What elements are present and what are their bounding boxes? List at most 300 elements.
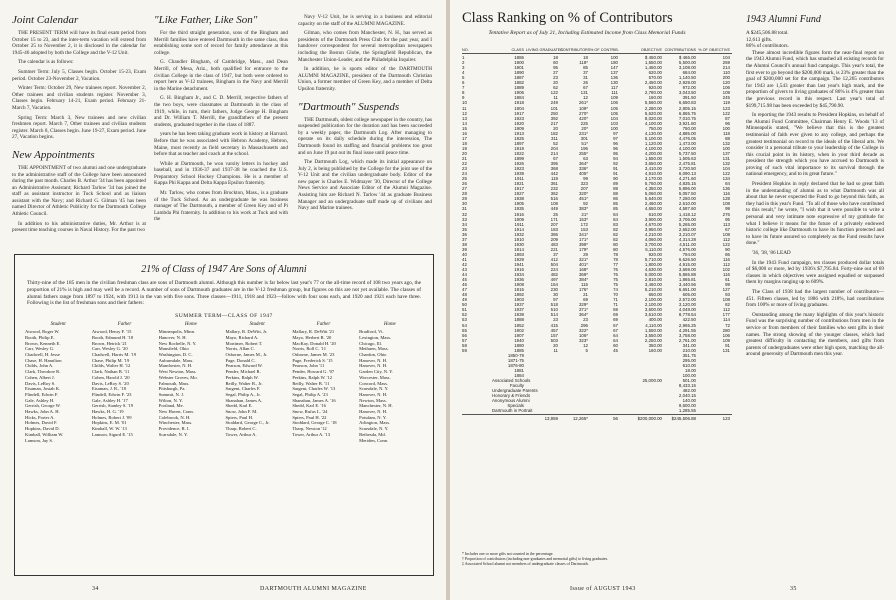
table-cell: 74 xyxy=(613,287,618,293)
table-cell: 128 xyxy=(722,196,730,202)
table-cell: 2,450.00 xyxy=(644,80,662,86)
table-cell: 620.00 xyxy=(648,70,662,76)
table-cell: 1903 xyxy=(514,297,524,303)
paragraph: The Dartmouth Log, which made its initial appearance on July 2, is being published by the College for the joint use of the V-12 Unit and the civilian undergraduate body. Editor of the new paper is Charles E. Widmayer '30, Director of the College News Service and Associate Editor of the Alumni Magazine. Assisting him are Richard N. Tarlow '44 as graduate Business Manager and an undergraduate staff made up of civilians and Navy and Marine trainees. xyxy=(298,159,432,212)
table-cell: 13 xyxy=(462,115,467,121)
list-item: New Rochelle, N. Y. xyxy=(158,340,197,346)
table-body xyxy=(462,55,732,413)
table-cell: 1929 xyxy=(514,256,524,262)
table-cell: 214 xyxy=(722,65,730,71)
list-item: Arlington, Mass. xyxy=(359,420,391,426)
table-cell: 361 xyxy=(550,181,558,187)
table-cell: 200 xyxy=(722,75,730,81)
table-cell: 1,473.00 xyxy=(678,140,696,146)
list-item: Atwood, Henry F. '15 xyxy=(91,329,132,335)
table-cell: 4,630.00 xyxy=(644,267,662,273)
paragraph: Gilman, who comes from Manchester, N. H., has served as presidents of the Dartmouth Press Club for the past year, and I handover correspondent for several metropolitan newspapers including the Boston Globe, the Springfield Republican, the Manchester Union-Leader, and the Philadelphia Inquirer. xyxy=(298,30,432,63)
table-cell: 7,250.00 xyxy=(678,196,696,202)
table-cell: 87 xyxy=(725,115,730,121)
table-cell xyxy=(560,408,590,413)
footnote: * Includes one or more gifts not counted in the percentage. xyxy=(462,552,554,556)
table-cell: 39 xyxy=(462,246,467,252)
table-cell: 2,810.00 xyxy=(644,277,662,283)
table-cell: 82 xyxy=(725,302,730,308)
sons-column xyxy=(25,329,89,443)
table-cell: 295.00 xyxy=(682,357,696,363)
table-cell: 99 xyxy=(725,282,730,288)
table-cell: 210.00 xyxy=(682,347,696,353)
table-cell: 5,896.00 xyxy=(678,186,696,192)
table-cell: 62 xyxy=(553,85,558,91)
table-cell: 84 xyxy=(725,181,730,187)
table-cell: 31 xyxy=(462,206,467,212)
list-item: Cohen, Harold J. '20 xyxy=(91,374,130,380)
table-cell: 1908 xyxy=(514,282,524,288)
table-cell: 86 xyxy=(613,196,618,202)
table-cell: 109 xyxy=(610,95,618,101)
table-cell: 4,915.00 xyxy=(678,261,696,267)
table-cell: 22 xyxy=(462,161,467,167)
table-cell: 160.00 xyxy=(648,347,662,353)
table-cell: 1,285.55 xyxy=(678,408,696,414)
table-cell: 76 xyxy=(613,267,618,273)
table-cell: 2 xyxy=(462,60,465,66)
table-cell: 25 xyxy=(553,211,558,217)
table-cell: 32 xyxy=(462,211,467,217)
table-cell: $ 450.00 xyxy=(644,55,662,61)
table-cell: 171 xyxy=(550,216,558,222)
alumni-fund-body xyxy=(746,50,884,358)
table-cell: 230 xyxy=(550,287,558,293)
table-cell: 384* xyxy=(578,277,588,283)
table-cell: 276 xyxy=(722,211,730,217)
table-cell: 9 xyxy=(462,95,465,101)
table-cell: 131 xyxy=(722,155,730,161)
new-appointments-body xyxy=(12,165,146,234)
table-cell: 1939 xyxy=(514,312,524,318)
table-cell: 113 xyxy=(723,221,730,227)
table-cell: 250 xyxy=(550,110,558,116)
list-item: Clark, Theodore R. xyxy=(25,369,61,375)
table-cell: 231* xyxy=(578,130,588,136)
table-cell: 6,626.50 xyxy=(678,256,696,262)
table-cell: 516 xyxy=(550,196,558,202)
table-cell: 1937 xyxy=(514,302,524,308)
table-cell: 57 xyxy=(462,337,467,343)
table-cell: 106 xyxy=(610,100,618,106)
table-cell: 20 xyxy=(553,342,558,348)
table-cell: 794.00 xyxy=(682,251,696,257)
header-father: Father xyxy=(117,322,132,328)
header-home: Home xyxy=(184,322,197,328)
table-cell: 108 xyxy=(550,201,558,207)
table-cell: 96 xyxy=(613,145,618,151)
table-cell: 50 xyxy=(462,302,467,308)
table-cell: 368 xyxy=(550,166,558,172)
table-cell: 504 xyxy=(550,261,558,267)
table-cell: 1917 xyxy=(514,186,524,192)
list-item: Gerrish, George W. xyxy=(25,403,61,409)
table-cell: 1913 xyxy=(514,130,524,136)
table-cell: 1881 xyxy=(514,367,524,373)
table-cell: 89 xyxy=(613,181,618,187)
table-cell: 180 xyxy=(610,60,618,66)
table-cell: 80 xyxy=(613,246,618,252)
table-cell: 53 xyxy=(462,317,467,323)
paragraph: While at Dartmouth, he won varsity letters in hockey and baseball, and in 1936-37 and 1937-38 he coached the U.S. Preparatory School Hockey Champions. He is a member of Kappa Phi Kappa and Delta Kappa Epsilon fraternity. xyxy=(154,160,288,187)
table-cell: 72 xyxy=(725,322,730,328)
issue-footer: Issue of AUGUST 1943 xyxy=(570,586,636,592)
page-number-left: 34 xyxy=(92,586,99,592)
list-item: Potsdam, N. Y. xyxy=(359,414,387,420)
list-item: Kimball, W. W. '13 xyxy=(91,426,127,432)
list-item: Newton, Mass. xyxy=(359,397,387,403)
list-item: Holmes, Robert J. '09 xyxy=(91,414,132,420)
list-item: Segal, Philip A., Jr. xyxy=(225,391,261,397)
table-cell: 1882 xyxy=(514,80,524,86)
table-cell: 392 xyxy=(550,115,558,121)
table-cell: 147 xyxy=(610,65,618,71)
list-item: New Haven, Conn. xyxy=(158,409,194,415)
table-row xyxy=(462,408,732,413)
sons-column xyxy=(225,329,289,443)
table-cell: 605.00 xyxy=(682,292,696,298)
paragraph: In addition, he is sports editor of the DARTMOUTH ALUMNI MAGAZINE, president of the Dartmouth Christian Union, a former member of Green Key, and a member of Delta Upsilon fraternity. xyxy=(298,66,432,92)
table-cell: 130 xyxy=(610,80,618,86)
table-cell: 4,885.00 xyxy=(678,130,696,136)
table-cell: 153 xyxy=(580,226,588,232)
list-item: Tower, Arthur A. xyxy=(225,431,257,437)
list-item: Pearson, Edward W. xyxy=(225,363,263,369)
table-cell: 23 xyxy=(462,166,467,172)
table-cell: 132 xyxy=(722,161,730,167)
list-item: Mansfield, Ohio xyxy=(158,346,189,352)
table-cell: 18 xyxy=(583,55,588,61)
table-cell: 3,720.50 xyxy=(678,166,696,172)
table-cell: 83 xyxy=(613,221,618,227)
table-cell xyxy=(698,408,732,413)
table-cell: 171* xyxy=(578,236,588,242)
like-father-continued xyxy=(154,131,288,223)
table-cell: 323 xyxy=(580,181,588,187)
table-cell: 482.00 xyxy=(682,388,696,394)
table-cell: 91 xyxy=(725,342,730,348)
list-item: Reilly, Walter B. '11 xyxy=(292,380,330,386)
total-cell: 12,265* xyxy=(572,416,588,422)
table-cell: 270* xyxy=(578,110,588,116)
table-cell: 15 xyxy=(462,125,467,131)
table-cell: 217 xyxy=(550,120,558,126)
list-item: Lamson, Sigurd E. '15 xyxy=(91,431,133,437)
table-cell: 401* xyxy=(578,261,588,267)
list-item: Brown, Kenneth E. xyxy=(25,340,61,346)
list-item: Mortimer, Robert T. xyxy=(225,340,263,346)
table-cell: 105 xyxy=(610,105,618,111)
table-cell: 136 xyxy=(610,75,618,81)
list-item: West Newton, Mass. xyxy=(158,369,197,375)
table-cell: 3 xyxy=(462,65,465,71)
list-item: Chadwell, H. Jesse xyxy=(25,352,60,357)
table-cell: 2,572.00 xyxy=(678,297,696,303)
table-cell: 168* xyxy=(578,267,588,273)
new-appointments-heading: New Appointments xyxy=(12,148,95,161)
table-cell: 69 xyxy=(613,317,618,323)
table-cell: 110 xyxy=(723,70,730,76)
list-item: Pearson, John '11 xyxy=(292,363,325,369)
table-cell: 122 xyxy=(722,241,730,247)
column-header: NO. xyxy=(462,48,469,52)
table-cell: 1 xyxy=(462,55,465,61)
table-cell: 104 xyxy=(610,115,618,121)
table-cell: 31 xyxy=(583,75,588,81)
table-cell: 89 xyxy=(613,186,618,192)
list-item: Spiers, Paul H. '22 xyxy=(292,414,327,420)
table-cell: 3,758.00 xyxy=(678,332,696,338)
paragraph: For the third straight generation, sons of the Bingham and Merrill families have entered Dartmouth in the same class, thus establishing some sort of record for family attendance at this college. xyxy=(154,30,288,56)
table-cell: 12 xyxy=(462,110,467,116)
table-cell: 96 xyxy=(725,120,730,126)
table-cell: 4,110.00 xyxy=(645,322,662,328)
list-item: Hanover, N. H. xyxy=(359,363,388,369)
table-cell: 5,060.00 xyxy=(644,191,662,197)
table-cell: 362 xyxy=(550,191,558,197)
table-cell: 2,929.00 xyxy=(678,80,696,86)
table-cell: 100 xyxy=(722,125,730,131)
list-item: MacKay, Donald H. '20 xyxy=(292,340,336,346)
table-cell: 1,800.00 xyxy=(644,261,662,267)
table-cell: 20 xyxy=(553,80,558,86)
sons-column xyxy=(159,329,223,443)
table-cell: 4,100.00 xyxy=(644,120,662,126)
table-cell: 5,737.50 xyxy=(678,150,696,156)
table-cell: 95 xyxy=(553,65,558,71)
table-cell: 336* xyxy=(578,166,588,172)
table-cell: 8,778.54 xyxy=(678,312,696,318)
list-item: Mayo, Richard A. xyxy=(225,334,259,340)
table-cell: 69 xyxy=(583,297,588,303)
table-footnotes xyxy=(462,552,732,566)
table-cell: 5,000.00 xyxy=(644,272,662,278)
table-cell: 25 xyxy=(462,176,467,182)
table-cell: 207 xyxy=(550,221,558,227)
table-cell: 1900 xyxy=(514,60,524,66)
column-header: LIVING GRADUATES xyxy=(526,48,563,52)
table-cell: 88 xyxy=(613,191,618,197)
table-cell: Honorary & Friends xyxy=(492,393,531,399)
paragraph: Outstanding among the many highlights of this year's historic Fund was the surprising number of contributions from men in the service or from members of their families who sent gifts in their names. The strong showing of the younger classes, which had greatest difficulty in contacting the members, and gifts from parents of undergraduates were other high spots, matching the all-around generosity of Dartmouth men this year. xyxy=(746,311,884,358)
table-cell: 97 xyxy=(613,130,618,136)
table-cell: 1919 xyxy=(514,145,524,151)
table-cell: 109* xyxy=(578,105,588,111)
paragraph: '36, '38, '86 LEAD xyxy=(752,250,791,256)
table-cell: 684.00 xyxy=(682,70,696,76)
paragraph: The calendar is as follows: xyxy=(18,59,74,66)
list-item: Hicks, Porter A. xyxy=(25,414,55,420)
table-cell: 118 xyxy=(723,130,730,136)
list-item: Mallary, R. DeWitt, Jr. xyxy=(225,329,268,335)
table-cell: 76 xyxy=(613,272,618,278)
sons-column xyxy=(292,329,356,443)
list-item: Davis, LeRoy S. '20 xyxy=(91,380,129,386)
table-cell: 483 xyxy=(550,241,558,247)
table-cell: 6,865.75 xyxy=(678,110,696,116)
table-cell: 77 xyxy=(613,261,618,267)
table-cell: 422.50 xyxy=(682,317,696,323)
joint-calendar-body xyxy=(12,30,146,141)
table-cell: 1892 xyxy=(514,292,524,298)
table-cell: 1850-79 xyxy=(507,352,524,358)
list-item: Pender, Howard G. '07 xyxy=(292,369,335,375)
table-cell: 5,265.00 xyxy=(678,221,696,227)
list-item: Manchester, N. H. xyxy=(359,403,393,409)
table-cell: 70 xyxy=(613,292,618,298)
paragraph: The Class of 1938 had the largest number of contributors—451. Fifteen classes, led by 1886 with 218%, had contributions from 100% or more of living graduates. xyxy=(746,288,884,309)
table-cell: 43 xyxy=(462,267,467,273)
list-item: Manchester, N. H. xyxy=(158,363,193,369)
list-item: Shedd, Karl E. '16 xyxy=(292,403,326,409)
table-cell: 11 xyxy=(553,95,558,101)
table-cell: 160.00 xyxy=(648,95,662,101)
table-cell xyxy=(620,408,664,413)
table-cell: 3,550.00 xyxy=(644,332,662,338)
paragraph: In addition to his administrative duties, Mr. Arthur is at present time teaching courses in Naval History. For the past two xyxy=(12,220,146,234)
table-cell: 1901 xyxy=(514,65,524,71)
like-father-heading: "Like Father, Like Son" xyxy=(154,14,258,26)
table-cell: 3,460.00 xyxy=(644,282,662,288)
table-cell: 42 xyxy=(462,261,467,267)
table-cell: 14 xyxy=(462,120,467,126)
sons-column xyxy=(92,329,156,443)
table-cell: 2,965.25 xyxy=(678,322,696,328)
table-cell: 225 xyxy=(580,120,588,126)
table-cell: 750.00 xyxy=(648,125,662,131)
list-item: Osborne, James M., Jr. xyxy=(225,352,268,357)
list-item: Childs, John A. xyxy=(25,363,54,369)
total-cell xyxy=(462,416,492,421)
table-cell: 301 xyxy=(580,135,588,141)
table-cell: 1916 xyxy=(514,267,524,273)
header-home-2: Home xyxy=(383,322,396,328)
table-cell: 2,780.00 xyxy=(644,90,662,96)
total-cell: 123 xyxy=(722,416,730,422)
table-cell: 3,669.00 xyxy=(678,267,696,273)
list-item: Holmes, David F. xyxy=(25,420,58,426)
table-cell: 341* xyxy=(578,231,588,237)
table-cell: 12 xyxy=(583,95,588,101)
table-cell: 1923 xyxy=(514,166,524,172)
table-cell: 3,170.00 xyxy=(644,176,662,182)
table-cell: 8,433.15 xyxy=(678,383,696,389)
table-total-row xyxy=(462,414,732,421)
list-item: Pittsburgh, Pa. xyxy=(158,386,186,392)
table-cell: 4,476.05 xyxy=(678,135,696,141)
list-item: Flindell, Edwin F. '23 xyxy=(91,391,132,397)
table-cell: 1876-80 xyxy=(507,362,524,368)
table-cell: 122 xyxy=(550,90,558,96)
list-item: Bradford, Vt. xyxy=(359,329,384,335)
table-cell: 261* xyxy=(578,100,588,106)
table-cell: 99 xyxy=(725,206,730,212)
table-cell: 131 xyxy=(580,90,588,96)
table-cell: 28 xyxy=(462,191,467,197)
table-cell: 118* xyxy=(579,60,588,66)
header-student-2: Student xyxy=(249,322,265,328)
table-cell: 24 xyxy=(462,171,467,177)
table-cell: 6,650.83 xyxy=(678,100,696,106)
table-cell: 18.00 xyxy=(685,367,696,373)
table-cell: 259 xyxy=(722,60,730,66)
like-father-body xyxy=(154,30,288,128)
list-item: Falmouth, Mass. xyxy=(158,380,190,386)
table-cell: 2,100.00 xyxy=(644,297,662,303)
list-item: Methuen, Mass. xyxy=(359,346,389,352)
paragraph: Winter Term: October 29, New trainees report. November 2, Other trainees and civilian students register. November 3, Classes begin. February 14-21, Exam period. February 21-March 7, Vacation. xyxy=(12,85,146,111)
table-cell: 108 xyxy=(722,201,730,207)
table-cell: 399* xyxy=(578,241,588,247)
table-cell: 280 xyxy=(722,327,730,333)
table-cell: $ 466.00 xyxy=(678,55,696,61)
table-cell: 323* xyxy=(578,337,588,343)
column-header: % OF CONTRIB. xyxy=(590,48,619,52)
table-cell: 71 xyxy=(613,297,618,303)
table-cell: 8 xyxy=(462,90,465,96)
table-cell: 84 xyxy=(613,211,618,217)
table-cell: 105 xyxy=(610,110,618,116)
table-cell: 1907 xyxy=(514,332,524,338)
table-cell: 27 xyxy=(462,186,467,192)
table-cell: 1940 xyxy=(514,337,524,343)
table-cell: 3,650.00 xyxy=(644,161,662,167)
list-item: Tower, Arthur A. '13 xyxy=(292,431,331,437)
table-cell: 182 xyxy=(550,130,558,136)
table-cell: 5 xyxy=(585,347,588,353)
table-cell: 97 xyxy=(553,297,558,303)
table-cell: 1884 xyxy=(514,95,524,101)
list-item: Davis, LeRoy S. xyxy=(25,380,56,386)
table-cell: 9,600.00 xyxy=(678,403,696,409)
table-cell: 369* xyxy=(578,272,588,278)
table-cell: 4,130.00 xyxy=(644,130,662,136)
list-item: Sargent, Charles F. xyxy=(225,386,261,392)
list-item: Clark, Nathan B. '11 xyxy=(91,369,130,375)
table-cell: 249 xyxy=(550,100,558,106)
list-item: Webster Groves, Mo. xyxy=(158,374,198,380)
table-cell: 1923 xyxy=(514,115,524,121)
list-item: Kimball, William W. xyxy=(25,431,64,437)
column-2 xyxy=(154,14,288,226)
table-cell: 25,000.00 xyxy=(642,378,662,384)
table-cell: 5,710.00 xyxy=(644,256,662,262)
table-cell: 64 xyxy=(613,332,618,338)
right-magazine-page xyxy=(450,0,896,600)
table-cell: 102 xyxy=(722,267,730,273)
table-cell: 157 xyxy=(550,332,558,338)
table-cell: 137 xyxy=(610,70,618,76)
table-cell: 6,651.00 xyxy=(678,287,696,293)
alumni-fund-stats xyxy=(746,30,884,50)
table-cell: 134 xyxy=(722,176,730,182)
table-cell: 4,511.00 xyxy=(679,241,696,247)
list-item: Minneapolis, Minn. xyxy=(158,329,196,335)
table-cell: 18 xyxy=(462,140,467,146)
list-item: Snow, John F. M. xyxy=(225,409,258,415)
table-cell: 1930 xyxy=(514,241,524,247)
table-cell: 1909 xyxy=(514,216,524,222)
left-magazine-page xyxy=(0,0,446,600)
table-cell: 37 xyxy=(553,251,558,257)
table-cell: 75 xyxy=(613,277,618,283)
list-item: Worcester, Mass. xyxy=(359,374,391,380)
